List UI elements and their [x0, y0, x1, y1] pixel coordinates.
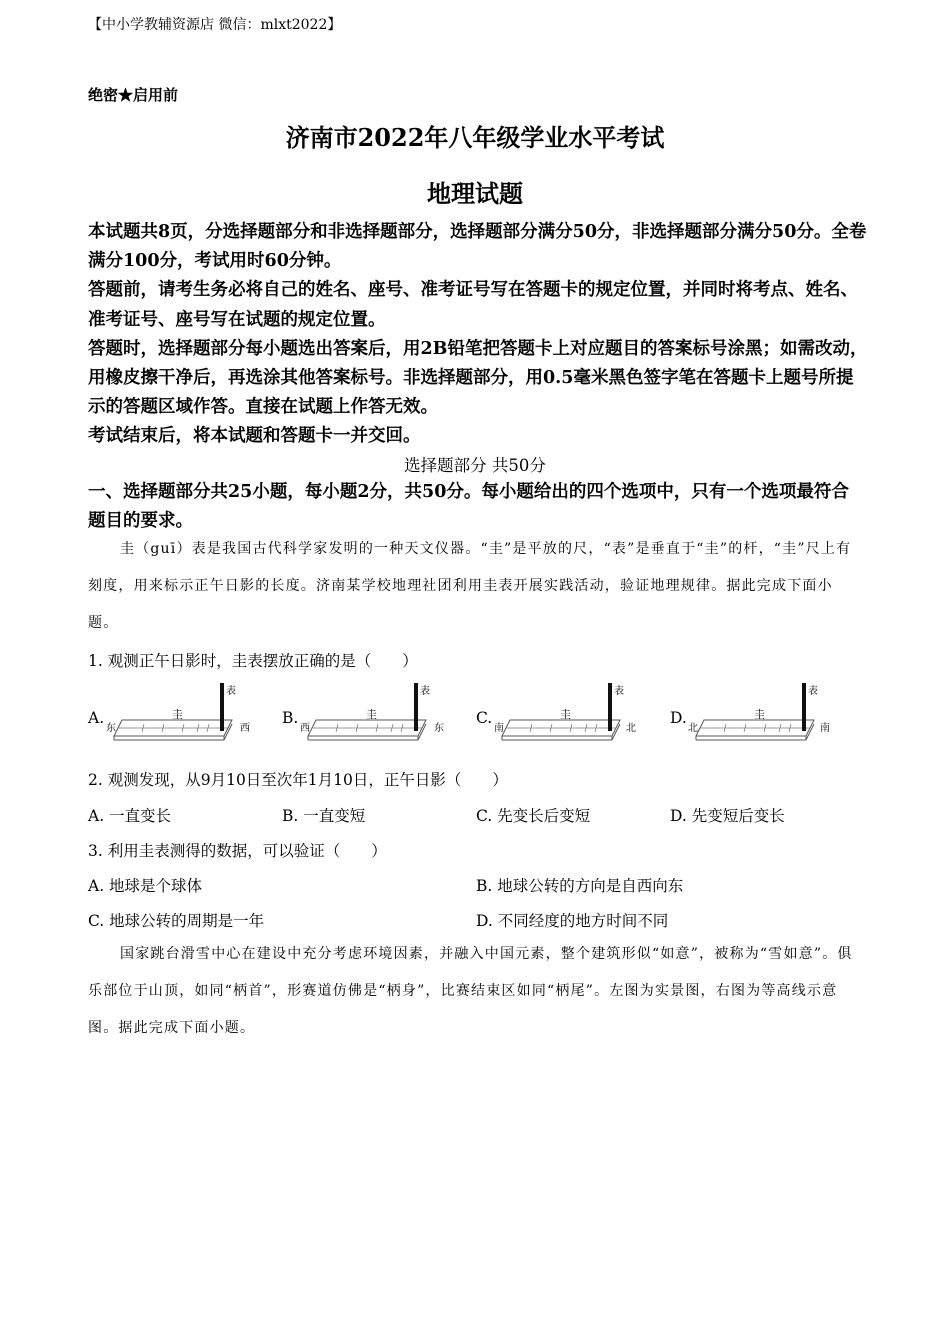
q1-stem: 1. 观测正午日影时，圭表摆放正确的是（ ） [88, 652, 418, 670]
instruction-3: 答题时，选择题部分每小题选出答案后，用2B铅笔把答题卡上对应题目的答案标号涂黑；如需改动，用橡皮擦干净后，再选涂其他答案标号。非选择题部分，用0.5毫米黑色签字笔在答题卡上题号所提示的答题区域作答。直接在试题上作答无效。 [88, 338, 868, 418]
direction-right: 东 [434, 723, 444, 734]
q2-option-d: D. 先变短后变长 [670, 807, 785, 825]
part1-heading: 一、选择题部分共25小题，每小题2分，共50分。每小题给出的四个选项中，只有一个选项最符合题目的要求。 [88, 482, 849, 531]
direction-right: 南 [820, 723, 830, 734]
direction-right: 西 [240, 723, 250, 734]
q3-option-a: A. 地球是个球体 [88, 877, 203, 895]
gui-label: 圭 [366, 708, 377, 721]
q1-option-d-label: D. [670, 709, 687, 727]
q2-option-a: A. 一直变长 [88, 807, 172, 825]
q3-option-c: C. 地球公转的周期是一年 [88, 912, 265, 930]
biao-label: 表 [614, 686, 624, 697]
q2-option-c: C. 先变长后变短 [476, 807, 591, 825]
direction-left: 南 [494, 723, 504, 734]
secret-label: 绝密★启用前 [88, 86, 179, 104]
q3-option-d: D. 不同经度的地方时间不同 [476, 912, 669, 930]
gui-label: 圭 [560, 708, 571, 721]
biao-label: 表 [808, 686, 818, 697]
direction-right: 北 [626, 723, 636, 734]
gnomon-figure-c [492, 680, 642, 746]
gui-label: 圭 [754, 708, 765, 721]
q3-option-b: B. 地球公转的方向是自西向东 [476, 877, 684, 895]
biao-label: 表 [420, 686, 430, 697]
gnomon-figure-b [298, 680, 448, 746]
direction-left: 西 [300, 723, 310, 734]
direction-left: 东 [106, 723, 116, 734]
gui-label: 圭 [172, 708, 183, 721]
gnomon-figure-d [686, 680, 836, 746]
section-heading: 选择题部分 共50分 [404, 456, 546, 475]
q2-option-b: B. 一直变短 [282, 807, 366, 825]
exam-subtitle: 地理试题 [427, 179, 523, 208]
instructions [88, 218, 868, 452]
direction-left: 北 [688, 723, 698, 734]
biao-label: 表 [226, 686, 236, 697]
q3-stem: 3. 利用圭表测得的数据，可以验证（ ） [88, 842, 387, 860]
passage-gnomon: 圭（guī）表是我国古代科学家发明的一种天文仪器。“圭”是平放的尺，“表”是垂直于“圭”的杆，“圭”尺上有刻度，用来标示正午日影的长度。济南某学校地理社团利用圭表开展实践活动，验证地理规律。据此完成下面小题。 [88, 541, 852, 631]
q1-option-a-label: A. [88, 709, 105, 727]
q1-option-b-label: B. [282, 709, 299, 727]
header-note: 【中小学教辅资源店 微信：mlxt2022】 [88, 17, 342, 33]
instruction-2: 答题前，请考生务必将自己的姓名、座号、准考证号写在答题卡的规定位置，并同时将考点、姓名、准考证号、座号写在试题的规定位置。 [88, 280, 858, 330]
instruction-4: 考试结束后，将本试题和答题卡一并交回。 [88, 426, 421, 447]
q2-stem: 2. 观测发现，从9月10日至次年1月10日，正午日影（ ） [88, 771, 508, 789]
instruction-1: 本试题共8页，分选择题部分和非选择题部分，选择题部分满分50分，非选择题部分满分50分。全卷满分100分，考试用时60分钟。 [88, 222, 867, 272]
q1-option-c-label: C. [476, 709, 493, 727]
gnomon-figure-a [104, 680, 254, 746]
passage-ski-jump: 国家跳台滑雪中心在建设中充分考虑环境因素，并融入中国元素，整个建筑形似“如意”，被称为“雪如意”。俱乐部位于山顶，如同“柄首”，形赛道仿佛是“柄身”，比赛结束区如同“柄尾”。左图为实景图，右图为等高线示意图。据此完成下面小题。 [88, 946, 853, 1036]
exam-title: 济南市2022年八年级学业水平考试 [285, 123, 665, 152]
